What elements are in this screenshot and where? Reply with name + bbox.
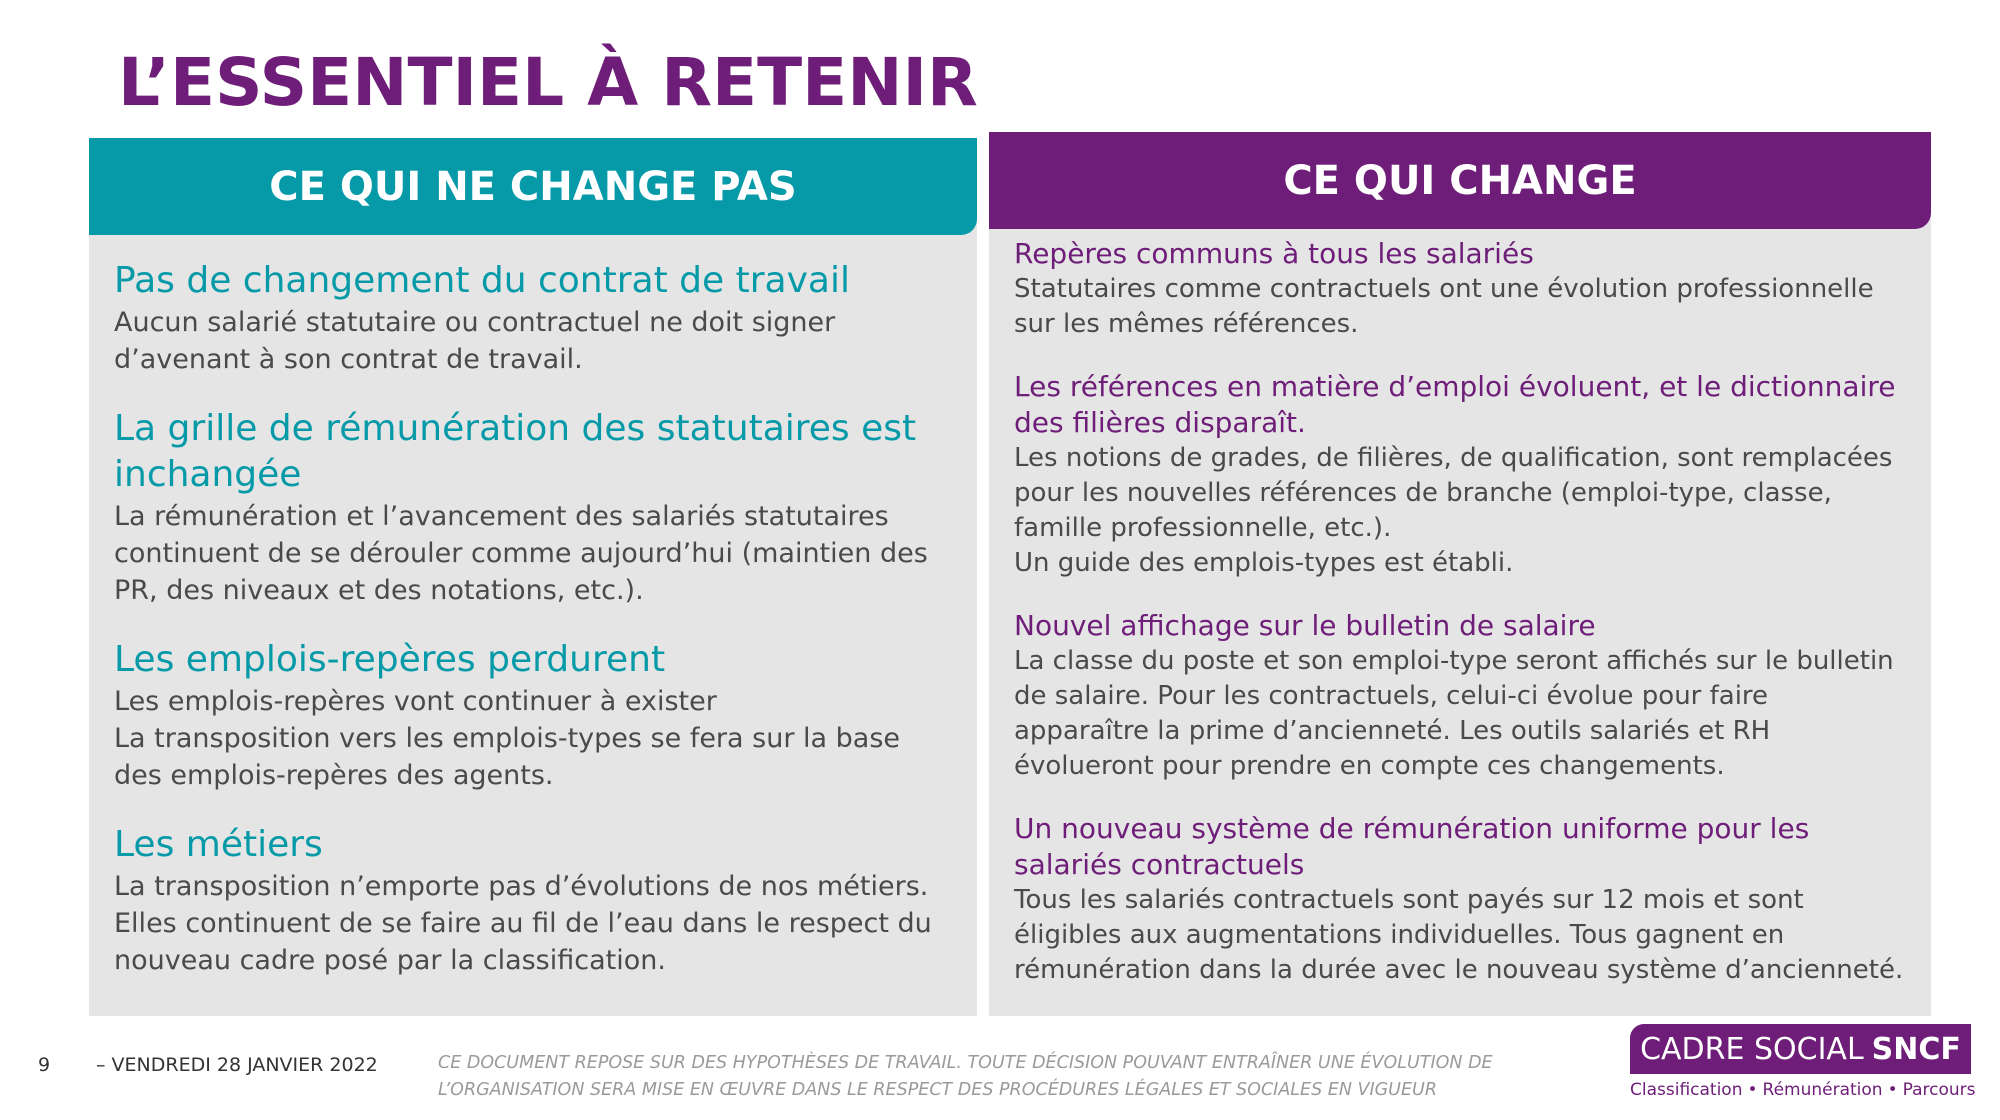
changes-header: CE QUI CHANGE xyxy=(989,132,1931,229)
item-text: La rémunération et l’avancement des salariés statutaires continuent de se dérouler comme aujourd’hui (maintien des PR, des niveaux et des notations, etc.). xyxy=(114,501,928,606)
unchanged-list xyxy=(89,258,977,1007)
item-heading: Pas de changement du contrat de travail xyxy=(114,260,850,301)
tagline-parcours: Parcours xyxy=(1902,1080,1976,1100)
unchanged-panel xyxy=(89,138,977,1016)
item-text: La transposition n’emporte pas d’évolutions de nos métiers. Elles continuent de se faire au fil de l’eau dans le respect du nouveau cadre posé par la classification. xyxy=(114,871,932,976)
item-heading: Les références en matière d’emploi évoluent, et le dictionnaire des filières disparaît. xyxy=(1014,370,1896,439)
item-text: Un guide des emplois-types est établi. xyxy=(1014,548,1514,578)
item-heading: Repères communs à tous les salariés xyxy=(1014,237,1534,270)
list-item xyxy=(1014,236,1911,342)
list-item xyxy=(1014,811,1911,988)
item-text: Les emplois-repères vont continuer à exister xyxy=(114,686,717,717)
page-title: L’ESSENTIEL À RETENIR xyxy=(118,44,978,121)
unchanged-header: CE QUI NE CHANGE PAS xyxy=(89,138,977,235)
list-item xyxy=(1014,608,1911,784)
item-heading: Les emplois-repères perdurent xyxy=(114,639,666,680)
brand-tagline xyxy=(1630,1080,1976,1100)
item-text: Aucun salarié statutaire ou contractuel ne doit signer d’avenant à son contrat de travail. xyxy=(114,307,836,375)
list-item xyxy=(114,258,953,378)
item-heading: La grille de rémunération des statutaires est inchangée xyxy=(114,408,917,495)
tagline-separator: • xyxy=(1747,1080,1758,1100)
disclaimer-note: CE DOCUMENT REPOSE SUR DES HYPOTHÈSES DE TRAVAIL. TOUTE DÉCISION POUVANT ENTRAÎNER UNE ÉVOLUTION DE L’ORGANISATION SERA MISE EN ŒUVRE DANS LE RESPECT DES PROCÉDURES LÉGALES ET SOCIALES EN VIGUEUR xyxy=(438,1053,1493,1100)
brand-logo xyxy=(1630,1024,1971,1074)
list-item xyxy=(1014,369,1911,581)
item-heading: Un nouveau système de rémunération uniforme pour les salariés contractuels xyxy=(1014,812,1810,881)
list-item xyxy=(114,406,953,609)
item-text: La classe du poste et son emploi-type seront affichés sur le bulletin de salaire. Pour les contractuels, celui-ci évolue pour faire apparaître la prime d’ancienneté. Les outils salariés et RH évolueront pour prendre en compte ces changements. xyxy=(1014,646,1894,781)
changes-list xyxy=(989,236,1931,1015)
item-text: Tous les salariés contractuels sont payés sur 12 mois et sont éligibles aux augmentations individuelles. Tous gagnent en rémunération dans la durée avec le nouveau système d’ancienneté. xyxy=(1014,885,1904,985)
page-number: 9 xyxy=(38,1054,51,1076)
footer-date: – VENDREDI 28 JANVIER 2022 xyxy=(96,1054,378,1076)
list-item xyxy=(114,637,953,794)
item-text: La transposition vers les emplois-types se fera sur la base des emplois-repères des agents. xyxy=(114,723,901,791)
tagline-classification: Classification xyxy=(1630,1080,1743,1100)
list-item xyxy=(114,822,953,979)
item-text: Les notions de grades, de filières, de qualification, sont remplacées pour les nouvelles références de branche (emploi-type, classe, famille professionnelle, etc.). xyxy=(1014,443,1893,543)
tagline-remuneration: Rémunération xyxy=(1762,1080,1883,1100)
item-heading: Nouvel affichage sur le bulletin de salaire xyxy=(1014,609,1596,642)
brand-label-bold: SNCF xyxy=(1871,1031,1961,1067)
changes-panel xyxy=(989,132,1931,1016)
brand-label: CADRE SOCIAL xyxy=(1640,1031,1864,1067)
item-text: Statutaires comme contractuels ont une évolution professionnelle sur les mêmes références. xyxy=(1014,274,1874,339)
item-heading: Les métiers xyxy=(114,824,323,865)
tagline-separator: • xyxy=(1887,1080,1898,1100)
